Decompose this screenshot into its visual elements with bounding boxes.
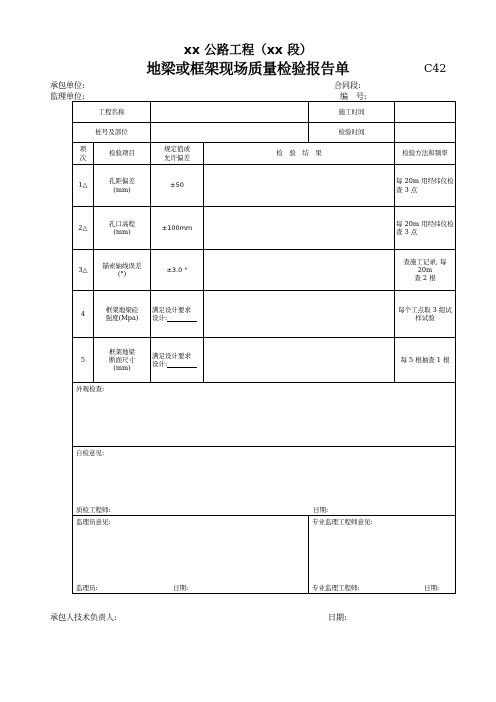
row-method: 每 5 根抽查 1 根 xyxy=(395,338,456,383)
row-no: 1△ xyxy=(73,165,94,207)
supervisor-date-label: 日期: xyxy=(173,583,189,592)
row-spec: 满足设计要求 设计: xyxy=(152,351,191,368)
col-result: 检 验 结 果 xyxy=(204,143,395,165)
row-item: 框架地梁 断面尺寸 (mm) xyxy=(94,338,151,383)
row-result-field[interactable] xyxy=(204,291,395,338)
construction-time-label: 施工时间 xyxy=(309,102,395,123)
row-spec: ±3.0 ° xyxy=(151,250,204,291)
row-spec: ±100mm xyxy=(151,207,204,250)
row-result-field[interactable] xyxy=(204,250,395,291)
row-spec: ±50 xyxy=(151,165,204,207)
number-label: 编 号: xyxy=(340,92,367,101)
col-item-no: 项 次 xyxy=(73,143,94,165)
form-code: C42 xyxy=(424,62,447,75)
row-method: 每 20m 用经纬仪检 查 3 点 xyxy=(395,207,456,250)
row-no: 4 xyxy=(73,291,94,338)
project-name-field[interactable] xyxy=(151,102,309,123)
form-title: 地梁或框架现场质量检验报告单 xyxy=(146,62,350,78)
row-spec-cell xyxy=(151,291,204,338)
design-value-field[interactable] xyxy=(167,314,197,322)
row-result-field[interactable] xyxy=(204,165,395,207)
station-label: 桩号及部位 xyxy=(73,123,151,143)
row-no: 3△ xyxy=(73,250,94,291)
row-method: 查施工记录, 每 20m 查 2 根 xyxy=(395,250,456,291)
row-method: 每 20m 用经纬仪检 查 3 点 xyxy=(395,165,456,207)
inspection-time-label: 检验时间 xyxy=(309,123,395,143)
table-row xyxy=(73,338,456,383)
table-row xyxy=(73,165,456,207)
appearance-label: 外观检查: xyxy=(76,385,105,393)
qc-date-label: 日期: xyxy=(313,505,329,514)
row-no: 2△ xyxy=(73,207,94,250)
pro-engineer-opinion-label: 专业监理工程师意见: xyxy=(312,518,373,526)
self-check-label: 自检意见: xyxy=(76,449,105,457)
footer-date-label: 日期: xyxy=(328,613,347,622)
row-method: 每个工点取 3 组试 样试验 xyxy=(395,291,456,338)
row-spec: 满足设计要求 设计: xyxy=(152,305,191,322)
row-item: 孔口高程 (mm) xyxy=(94,207,151,250)
pro-engineer-opinion-area[interactable] xyxy=(309,516,456,594)
row-spec-cell xyxy=(151,338,204,383)
table-row xyxy=(73,250,456,291)
pro-engineer-date-label: 日期: xyxy=(424,583,440,592)
qc-engineer-label: 质检工程师: xyxy=(76,505,111,514)
project-name-label: 工程名称 xyxy=(73,102,151,123)
station-field[interactable] xyxy=(151,123,309,143)
table-row xyxy=(73,291,456,338)
row-result-field[interactable] xyxy=(204,207,395,250)
appearance-check-area[interactable] xyxy=(73,383,456,447)
contract-section-label: 合同段: xyxy=(334,81,361,90)
supervisor-sign-label: 监理员: xyxy=(76,583,98,592)
row-no: 5 xyxy=(73,338,94,383)
row-item: 框架地梁砼 强度(Mpa) xyxy=(94,291,151,338)
pro-engineer-sign-label: 专业监理工程师: xyxy=(312,583,360,592)
supervisor-unit-label: 监理单位: xyxy=(50,92,85,101)
col-spec: 规定值或 允许偏差 xyxy=(151,143,204,165)
supervisor-opinion-area[interactable] xyxy=(73,516,309,594)
row-result-field[interactable] xyxy=(204,338,395,383)
construction-time-field[interactable] xyxy=(395,102,456,123)
project-title: xx 公路工程（xx 段） xyxy=(183,42,313,57)
col-method: 检验方法和频率 xyxy=(395,143,456,165)
row-item: 锚索轴线误差 (°) xyxy=(94,250,151,291)
inspection-table xyxy=(72,101,456,594)
contractor-label: 承包单位: xyxy=(50,81,85,90)
row-item: 孔距偏差 (mm) xyxy=(94,165,151,207)
table-row xyxy=(73,207,456,250)
inspection-time-field[interactable] xyxy=(395,123,456,143)
col-item: 检验项目 xyxy=(94,143,151,165)
self-check-area[interactable] xyxy=(73,447,456,516)
supervisor-opinion-label: 监理员意见: xyxy=(76,518,111,526)
design-value-field[interactable] xyxy=(167,360,197,368)
tech-lead-label: 承包人技术负责人: xyxy=(50,613,117,622)
